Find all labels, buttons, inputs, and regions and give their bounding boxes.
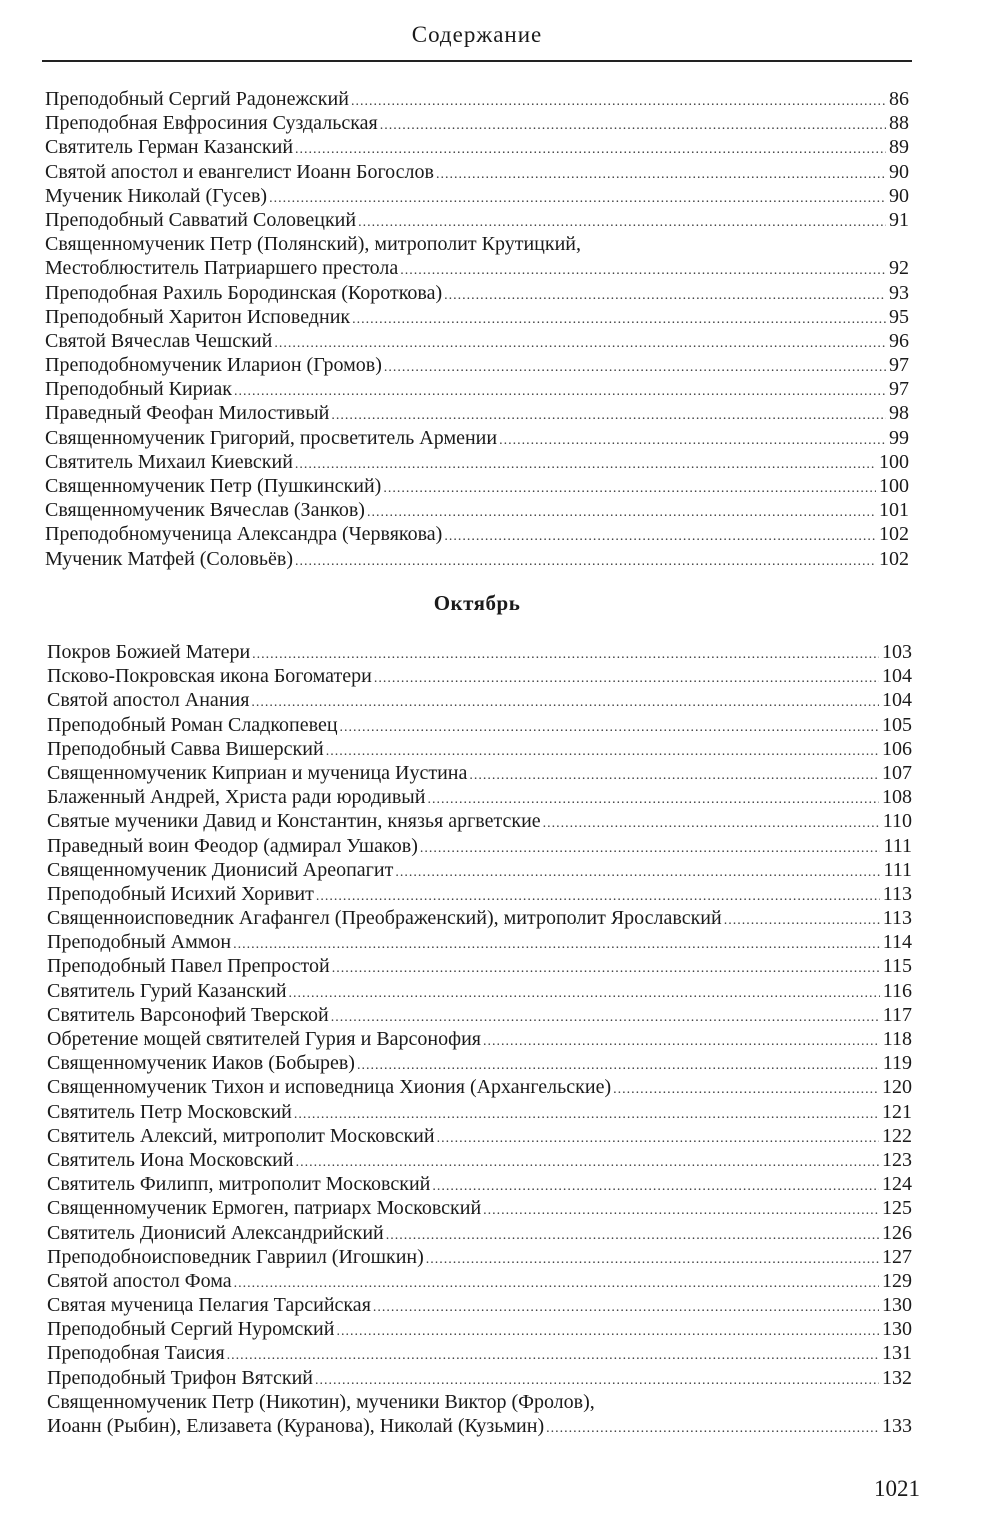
- toc-entry-page: 103: [882, 641, 912, 663]
- toc-entry-page: 86: [889, 88, 909, 110]
- toc-entry: [45, 184, 909, 208]
- toc-entry-title: Святой апостол Фома: [47, 1269, 232, 1292]
- toc-entry-title: Святой апостол и евангелист Иоанн Богослов: [45, 160, 434, 183]
- toc-entry: [47, 1172, 912, 1196]
- dot-leader: [724, 909, 880, 933]
- running-head: Содержание: [411, 22, 543, 47]
- toc-entry-title: Преподобный Сергий Радонежский: [45, 88, 349, 110]
- toc-entry: [45, 111, 909, 135]
- toc-entry-title: Местоблюститель Патриаршего престола: [45, 257, 399, 280]
- dot-leader: [444, 525, 876, 549]
- toc-entry-page: 130: [882, 1318, 912, 1341]
- page-number: 1021: [874, 1476, 920, 1501]
- dot-leader: [499, 429, 886, 453]
- toc-entry: [47, 1341, 912, 1365]
- toc-entry-title: Преподобномученица Александра (Червякова): [45, 523, 443, 546]
- toc-entry: [47, 640, 912, 664]
- toc-entry: [45, 522, 909, 546]
- toc-entry-page: 104: [882, 665, 912, 688]
- toc-entry: [47, 1124, 912, 1148]
- dot-leader: [420, 837, 881, 861]
- toc-entry-title: Святая мученица Пелагия Тарсийская: [47, 1294, 371, 1317]
- toc-entry: [47, 1245, 912, 1269]
- toc-entry-title: Преподобная Евфросиния Суздальская: [45, 112, 378, 135]
- toc-entry: [47, 1100, 912, 1124]
- toc-entry: [47, 1221, 912, 1245]
- toc-entry: [45, 377, 909, 401]
- toc-entry: [47, 1293, 912, 1317]
- toc-entry: [47, 1051, 912, 1075]
- toc-entry: [45, 353, 909, 377]
- toc-entry-title: Священномученик Иаков (Бобырев): [47, 1052, 355, 1075]
- toc-entry: [47, 761, 912, 785]
- toc-entry-title: Священномученик Вячеслав (Занков): [45, 499, 365, 522]
- dot-leader: [483, 1030, 880, 1054]
- toc-entry: [47, 737, 912, 761]
- toc-entry: [47, 979, 912, 1003]
- toc-entry-page: 118: [882, 1028, 912, 1050]
- toc-entry-page: 90: [889, 160, 909, 183]
- toc-entry-page: 123: [882, 1148, 912, 1171]
- toc-entry-page: 122: [882, 1124, 912, 1147]
- toc-entry-page: 104: [882, 689, 912, 712]
- toc-entry: [47, 1366, 912, 1390]
- toc-entry-title: Преподобный Сергий Нуромский: [47, 1318, 335, 1341]
- dot-leader: [352, 308, 886, 332]
- toc-entry-title: Святой апостол Анания: [47, 689, 250, 712]
- dot-leader: [613, 1078, 879, 1102]
- toc-september: [45, 87, 909, 571]
- dot-leader: [295, 550, 876, 574]
- dot-leader: [269, 187, 886, 211]
- toc-entry-page: 113: [882, 907, 912, 930]
- toc-entry-page: 102: [879, 547, 909, 570]
- dot-leader: [234, 380, 886, 404]
- toc-entry-title: Святитель Дионисий Александрийский: [47, 1221, 384, 1244]
- toc-entry-title-line1: Священномученик Петр (Полянский), митрополит Крутицкий,: [45, 233, 581, 256]
- toc-entry: [47, 1269, 912, 1293]
- toc-entry-title: Обретение мощей святителей Гурия и Варсонофия: [47, 1028, 481, 1050]
- toc-entry-title: Преподобная Таисия: [47, 1342, 225, 1365]
- toc-entry-page: 133: [882, 1415, 912, 1437]
- toc-entry-page: 111: [883, 858, 912, 881]
- toc-entry: [45, 135, 909, 159]
- toc-entry-title-line1: Священномученик Петр (Никотин), мученики Виктор (Фролов),: [47, 1390, 595, 1413]
- dot-leader: [444, 284, 886, 308]
- toc-entry: [47, 954, 912, 978]
- month-heading: Октябрь: [433, 591, 521, 615]
- toc-entry: [47, 713, 912, 737]
- toc-entry-page: 107: [882, 761, 912, 784]
- toc-entry: [47, 1317, 912, 1341]
- dot-leader: [336, 1320, 879, 1344]
- toc-entry-title: Преподобный Кириак: [45, 378, 232, 401]
- toc-entry-title: Святитель Гурий Казанский: [47, 979, 287, 1002]
- toc-entry-page: 100: [879, 475, 909, 497]
- toc-entry-page: 97: [889, 378, 909, 401]
- toc-entry-page: 114: [882, 931, 912, 954]
- toc-entry: [47, 785, 912, 809]
- toc-entry-page: 88: [889, 112, 909, 135]
- toc-entry-page: 126: [882, 1221, 912, 1244]
- toc-entry: [45, 329, 909, 353]
- toc-entry: [45, 450, 909, 474]
- toc-entry-page: 92: [889, 257, 909, 280]
- toc-entry-page: 116: [882, 979, 912, 1002]
- dot-leader: [395, 861, 880, 885]
- toc-entry-page: 91: [889, 208, 909, 231]
- toc-entry: [45, 281, 909, 305]
- toc-entry: [47, 1196, 912, 1220]
- toc-entry-page: 110: [882, 810, 912, 833]
- dot-leader: [383, 477, 876, 501]
- dot-leader: [400, 259, 886, 283]
- dot-leader: [295, 453, 876, 477]
- dot-leader: [351, 90, 886, 114]
- toc-entry-title: Святитель Герман Казанский: [45, 136, 294, 159]
- toc-entry-title: Святитель Иона Московский: [47, 1148, 294, 1171]
- dot-leader: [437, 1127, 879, 1151]
- toc-entry-title: Преподобный Харитон Исповедник: [45, 305, 351, 328]
- toc-entry-title: Покров Божией Матери: [47, 641, 251, 663]
- toc-entry-title: Святитель Михаил Киевский: [45, 450, 293, 473]
- toc-entry-page: 105: [882, 713, 912, 736]
- dot-leader: [426, 1248, 879, 1272]
- toc-entry-title: Святитель Варсонофий Тверской: [47, 1003, 329, 1026]
- toc-entry: [45, 547, 909, 571]
- toc-entry-title: Преподобный Савва Вишерский: [47, 737, 324, 760]
- dot-leader: [340, 716, 879, 740]
- toc-entry-title: Мученик Матфей (Соловьёв): [45, 547, 294, 570]
- toc-entry-title: Святой Вячеслав Чешский: [45, 329, 273, 352]
- toc-entry: [45, 87, 909, 111]
- toc-entry-page: 121: [882, 1100, 912, 1123]
- toc-entry-title: Священномученик Петр (Пушкинский): [45, 475, 382, 497]
- dot-leader: [227, 1344, 879, 1368]
- toc-entry-page: 106: [882, 737, 912, 760]
- toc-entry-page: 99: [889, 426, 909, 449]
- toc-entry-title: Святые мученики Давид и Константин, князья аргветские: [47, 810, 541, 833]
- toc-entry: [45, 498, 909, 522]
- toc-entry-title: Священноисповедник Агафангел (Преображенский), митрополит Ярославский: [47, 907, 722, 930]
- dot-leader: [233, 933, 880, 957]
- dot-leader: [546, 1417, 879, 1441]
- toc-entry-title: Псково-Покровская икона Богоматери: [47, 665, 372, 688]
- toc-entry: [47, 930, 912, 954]
- toc-entry-page: 100: [879, 450, 909, 473]
- toc-entry-page: 96: [889, 329, 909, 352]
- dot-leader: [367, 501, 876, 525]
- toc-entry-page: 93: [889, 281, 909, 304]
- toc-entry-title: Праведный Феофан Милостивый: [45, 402, 330, 425]
- toc-october: [47, 640, 912, 1438]
- toc-entry: [45, 474, 909, 498]
- toc-entry-title: Преподобный Трифон Вятский: [47, 1366, 313, 1389]
- toc-entry-page: 129: [882, 1269, 912, 1292]
- toc-entry: [47, 1148, 912, 1172]
- toc-entry: [45, 305, 909, 329]
- toc-entry-page: 89: [889, 136, 909, 159]
- toc-entry-page: 124: [882, 1173, 912, 1196]
- dot-leader: [469, 764, 879, 788]
- toc-entry: [47, 1414, 912, 1438]
- toc-entry-title: Преподобный Павел Препростой: [47, 955, 330, 978]
- toc-entry-title: Преподобный Роман Сладкопевец: [47, 713, 338, 736]
- toc-entry-page: 101: [879, 499, 909, 522]
- dot-leader: [483, 1199, 879, 1223]
- dot-leader: [251, 691, 879, 715]
- toc-entry: [45, 160, 909, 184]
- toc-entry: [47, 1003, 912, 1027]
- toc-entry-title: Преподобномученик Иларион (Громов): [45, 354, 382, 377]
- toc-entry-title: Священномученик Киприан и мученица Иустина: [47, 761, 468, 784]
- toc-entry-title: Священномученик Дионисий Ареопагит: [47, 858, 394, 881]
- toc-entry-title: Преподобный Исихий Хоривит: [47, 882, 314, 905]
- toc-entry: [47, 1075, 912, 1099]
- toc-entry-title: Священномученик Григорий, просветитель Армении: [45, 426, 498, 449]
- toc-entry-page: 132: [882, 1366, 912, 1389]
- toc-entry-title: Святитель Алексий, митрополит Московский: [47, 1124, 435, 1147]
- toc-entry: [45, 426, 909, 450]
- toc-entry-page: 98: [889, 402, 909, 425]
- toc-entry-title: Праведный воин Феодор (адмирал Ушаков): [47, 834, 418, 857]
- toc-entry: [47, 834, 912, 858]
- toc-entry-page: 119: [882, 1052, 912, 1075]
- toc-entry-title: Святитель Филипп, митрополит Московский: [47, 1173, 431, 1196]
- toc-entry-page: 95: [889, 305, 909, 328]
- toc-entry: [47, 664, 912, 688]
- toc-entry-title: Святитель Петр Московский: [47, 1100, 292, 1123]
- toc-entry-page: 113: [882, 882, 912, 905]
- toc-entry-page: 117: [882, 1003, 912, 1026]
- toc-entry: [47, 688, 912, 712]
- toc-entry-page: 97: [889, 354, 909, 377]
- toc-entry-title: Священномученик Ермоген, патриарх Московский: [47, 1197, 482, 1220]
- toc-entry-page: 120: [882, 1076, 912, 1099]
- toc-entry-page: 130: [882, 1294, 912, 1317]
- toc-entry-title: Преподобный Савватий Соловецкий: [45, 208, 357, 231]
- toc-entry: [47, 1027, 912, 1051]
- toc-entry-page: 90: [889, 184, 909, 207]
- toc-entry: [47, 809, 912, 833]
- toc-entry-page: 102: [879, 523, 909, 546]
- toc-entry-title: Блаженный Андрей, Христа ради юродивый: [47, 786, 426, 809]
- toc-entry-page: 125: [882, 1197, 912, 1220]
- toc-entry: [47, 906, 912, 930]
- dot-leader: [543, 812, 880, 836]
- toc-entry-page: 115: [882, 955, 912, 978]
- toc-entry-page: 131: [882, 1342, 912, 1365]
- toc-entry-title: Мученик Николай (Гусев): [45, 184, 268, 207]
- toc-entry: [47, 858, 912, 882]
- toc-entry-title: Преподобная Рахиль Бородинская (Короткова): [45, 281, 443, 304]
- dot-leader: [332, 957, 880, 981]
- header-rule: [42, 60, 912, 62]
- toc-entry-title: Священномученик Тихон и исповедница Хиония (Архангельские): [47, 1076, 612, 1099]
- toc-entry-page: 111: [883, 834, 912, 857]
- dot-leader: [384, 356, 886, 380]
- dot-leader: [289, 982, 880, 1006]
- toc-entry-page: 108: [882, 786, 912, 809]
- dot-leader: [436, 163, 886, 187]
- toc-entry-title: Преподобноисповедник Гавриил (Игошкин): [47, 1245, 424, 1268]
- toc-entry: [45, 401, 909, 425]
- dot-leader: [432, 1175, 879, 1199]
- toc-entry-title: Иоанн (Рыбин), Елизавета (Куранова), Николай (Кузьмин): [47, 1415, 545, 1437]
- dot-leader: [373, 1296, 879, 1320]
- dot-leader: [380, 114, 886, 138]
- dot-leader: [374, 667, 879, 691]
- toc-entry: [47, 882, 912, 906]
- dot-leader: [386, 1224, 879, 1248]
- toc-entry-title: Преподобный Аммон: [47, 931, 232, 954]
- toc-entry: [45, 256, 909, 280]
- toc-entry-page: 127: [882, 1245, 912, 1268]
- toc-entry: [45, 208, 909, 232]
